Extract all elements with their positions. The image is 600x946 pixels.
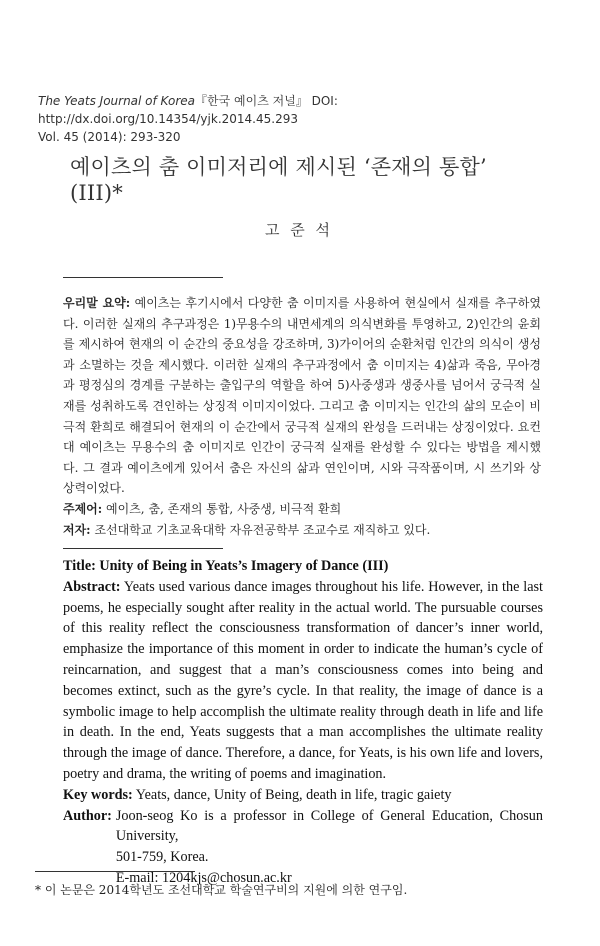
english-title-label: Title: (63, 558, 96, 574)
english-keywords-text: Yeats, dance, Unity of Being, death in life, tragic gaiety (132, 786, 452, 803)
korean-author-note (63, 520, 541, 541)
english-author-email[interactable]: E-mail: 1204kjs@chosun.ac.kr (115, 869, 292, 886)
english-keywords (63, 785, 543, 806)
korean-abstract-label: 우리말 요약: (63, 296, 131, 310)
korean-abstract-divider (63, 277, 223, 278)
english-abstract-paragraph (63, 577, 543, 785)
korean-keywords-label: 주제어: (63, 501, 103, 516)
korean-abstract (63, 293, 541, 540)
english-author-note (63, 806, 543, 889)
journal-citation-line (38, 92, 578, 128)
journal-header (38, 92, 578, 146)
doi-link[interactable]: DOI: http://dx.doi.org/10.14354/yjk.2014.45.293 (38, 94, 338, 126)
english-abstract-label: Abstract: (63, 578, 121, 595)
english-abstract-text: Yeats used various dance images throughout his life. However, in the last poems, he especially sought after reality in the actual world. The pursuable courses of this reality reflect the consciousness transformation of dancer’s inner world, emphasize the importance of this moment in order to indicate the human’s cycle of reincarnation, and suggest that a man’s consciousness comes into being and becomes extinct, such as the gyre’s cycle. In that reality, the image of dance is a symbolic image to help accomplish the ultimate reality through death in life and life in death. In the end, Yeats suggests that a man accomplishes the ultimate reality through the image of dance. Therefore, a dance, for Yeats, is his own life and lovers, poetry and drama, the writing of poems and imagination. (63, 578, 543, 782)
footnote-divider (35, 871, 195, 872)
volume-pages: Vol. 45 (2014): 293-320 (38, 130, 181, 144)
english-author-label: Author: (63, 807, 112, 824)
journal-name: The Yeats Journal of Korea (38, 94, 196, 108)
english-title-text: Unity of Being in Yeats’s Imagery of Dance (III) (95, 558, 389, 574)
english-abstract-divider (63, 548, 223, 549)
english-abstract (63, 556, 543, 889)
paper-author: 고 준 석 (265, 221, 334, 239)
korean-abstract-text: 예이츠는 후기시에서 다양한 춤 이미지를 사용하여 현실에서 실재를 추구하였다. 이러한 실재의 추구과정은 1)무용수의 내면세계의 의식변화를 투영하고, 2)인간의 윤회를 제시하여 현재의 이 순간의 중요성을 강조하며, 3)가이어의 순환처럼 인간의 의식이 생성과 소멸하는 것을 제시했다. 이러한 실재의 추구과정에서 춤 이미지는 4)삶과 죽음, 무아경과 평정심의 경계를 구분하는 출입구의 역할을 하여 5)사중생과 생중사를 넘어서 궁극적 실재를 성취하도록 견인하는 상징적 이미지이었다. 그리고 춤 이미지는 인간의 삶의 모순이 비극적 환희로 해결되어 현재의 이 순간에서 궁극적 실재의 완성을 드러내는 상징이었다. 요컨대 예이츠는 무용수의 춤 이미지로 인간이 궁극적 실재를 완성할 수 있다는 방법을 제시했다. 그 결과 예이츠에게 있어서 춤은 자신의 삶과 연인이며, 시와 극작품이며, 시 쓰기와 상상력이었다. (63, 296, 541, 496)
english-author-line: 501-759, Korea. (115, 849, 209, 866)
korean-keywords (63, 499, 541, 520)
korean-keywords-text: 예이츠, 춤, 존재의 통합, 사중생, 비극적 환희 (102, 501, 342, 516)
korean-author-text: 조선대학교 기초교육대학 자유전공학부 조교수로 재직하고 있다. (90, 522, 431, 537)
korean-abstract-paragraph (63, 293, 541, 499)
footnote: * 이 논문은 2014학년도 조선대학교 학술연구비의 지원에 의한 연구임. (35, 883, 408, 897)
english-author-body (112, 806, 543, 889)
english-author-line: Joon-seog Ko is a professor in College of General Education, Chosun University, (115, 807, 543, 845)
korean-author-label: 저자: (63, 522, 91, 537)
paper-title: 예이츠의 춤 이미저리에 제시된 ‘존재의 통합’ (III)* (70, 155, 487, 205)
english-keywords-label: Key words: (63, 786, 133, 803)
english-title (63, 556, 543, 577)
journal-korean-name: 『한국 예이츠 저널』 (195, 94, 308, 108)
